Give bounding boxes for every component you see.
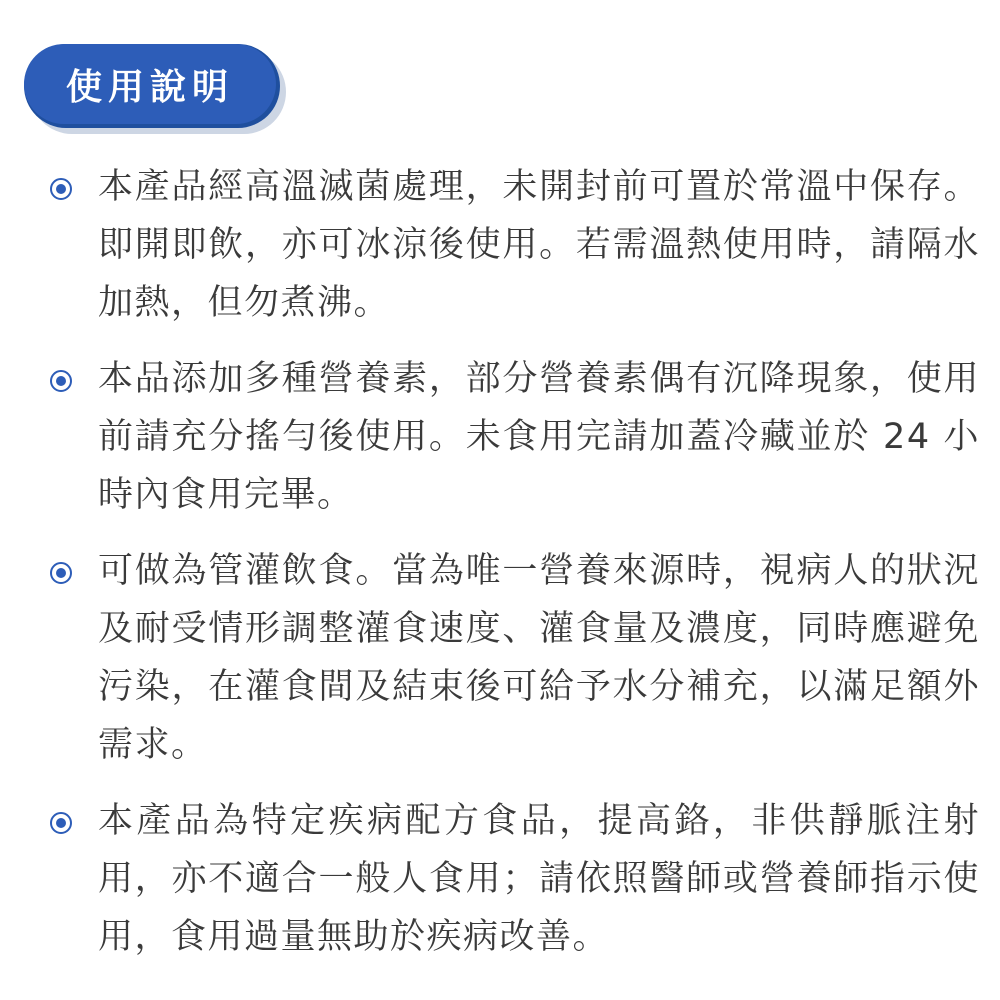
bullet-icon xyxy=(50,562,72,584)
list-item xyxy=(50,792,980,966)
instruction-text: 本產品經高溫滅菌處理，未開封前可置於常溫中保存。即開即飲，亦可冰涼後使用。若需溫熱使用時，請隔水加熱，但勿煮沸。 xyxy=(98,167,980,323)
instruction-text: 本產品為特定疾病配方食品，提高鉻，非供靜脈注射用，亦不適合一般人食用；請依照醫師或營養師指示使用，食用過量無助於疾病改善。 xyxy=(98,801,980,957)
instruction-text: 可做為管灌飲食。當為唯一營養來源時，視病人的狀況及耐受情形調整灌食速度、灌食量及濃度，同時應避免污染，在灌食間及結束後可給予水分補充，以滿足額外需求。 xyxy=(98,551,980,765)
bullet-icon xyxy=(50,178,72,200)
title-badge xyxy=(24,44,280,128)
list-item xyxy=(50,350,980,524)
instruction-text: 本品添加多種營養素，部分營養素偶有沉降現象，使用前請充分搖勻後使用。未食用完請加蓋冷藏並於 24 小時內食用完畢。 xyxy=(98,359,980,515)
list-item xyxy=(50,542,980,774)
bullet-icon xyxy=(50,370,72,392)
instruction-list xyxy=(50,158,980,984)
title-badge-inner xyxy=(24,44,276,124)
list-item xyxy=(50,158,980,332)
bullet-icon xyxy=(50,812,72,834)
page-title: 使用說明 xyxy=(65,66,234,108)
